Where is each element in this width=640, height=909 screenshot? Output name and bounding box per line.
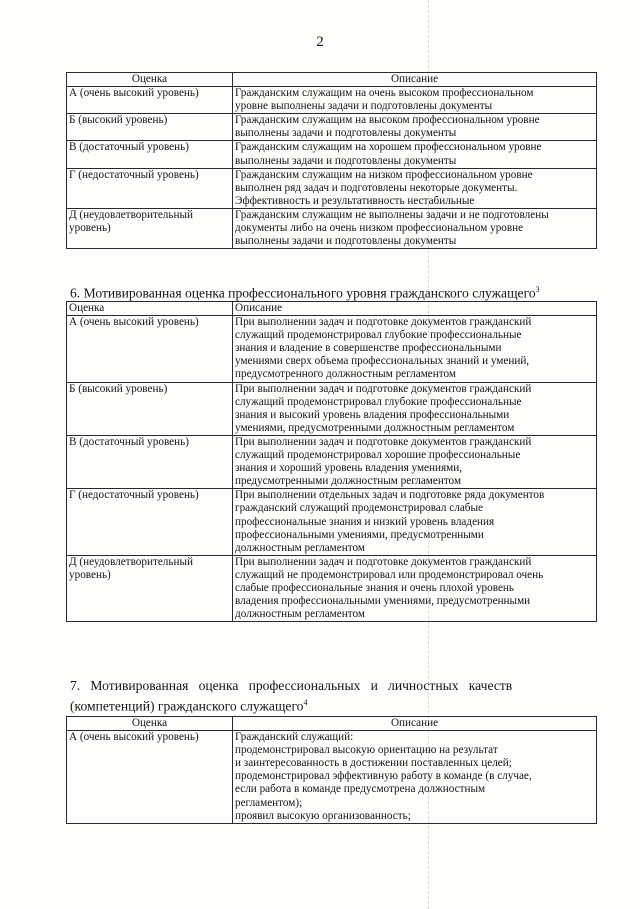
grade-table-competencies [66, 716, 597, 824]
column-header-description: Описание [233, 717, 597, 731]
description-cell: Гражданским служащим на высоком профессиональном уровне выполнены задачи и подготовлены документы [233, 114, 597, 141]
footnote-marker: 3 [535, 285, 540, 294]
table-row [67, 555, 597, 621]
grade-cell: Г (недостаточный уровень) [67, 168, 233, 208]
section-6-text: 6. Мотивированная оценка профессионального уровня гражданского служащего [70, 285, 536, 301]
column-header-grade: Оценка [67, 717, 233, 731]
table-row [67, 435, 597, 488]
description-cell: Гражданским служащим не выполнены задачи и не подготовлены документы либо на очень низком профессиональном уровне выполнены задачи и подготовлены документы [233, 208, 597, 248]
page-number: 2 [316, 34, 324, 50]
description-cell: При выполнении задач и подготовке документов гражданский служащий продемонстрировал глубокие профессиональные знания и высокий уровень владения профессиональными умениями, предусмотренными должностным регламентом [233, 382, 597, 435]
description-cell: При выполнении задач и подготовке документов гражданский служащий продемонстрировал глубокие профессиональные знания и владение в совершенстве профессиональными умениями сверх объема профессиональных знаний и умений, предусмотренного должностным регламентом [233, 316, 597, 382]
description-cell: При выполнении задач и подготовке документов гражданский служащий не продемонстрировал или продемонстрировал очень слабые профессиональные знания и очень плохой уровень владения профессиональными умениями, предусмотренными должностным регламентом [233, 555, 597, 621]
description-cell: Гражданским служащим на хорошем профессиональном уровне выполнены задачи и подготовлены документы [233, 141, 597, 168]
table-header-row [67, 302, 597, 316]
table-row [67, 382, 597, 435]
grade-cell: Д (неудовлетворительный уровень) [67, 208, 233, 248]
section-7-heading [70, 677, 596, 715]
description-cell: При выполнении задач и подготовке документов гражданский служащий продемонстрировал хорошие профессиональные знания и хороший уровень владения умениями, предусмотренными должностным регламентом [233, 435, 597, 488]
description-cell: Гражданский служащий: продемонстрировал высокую ориентацию на результат и заинтересованность в достижении поставленных целей; продемонстрировал эффективную работу в команде (в случае, если работа в команде предусмотрена должностным регламентом); проявил высокую организованность; [233, 731, 597, 824]
column-header-description: Описание [233, 73, 597, 87]
grade-table-professional-level [66, 301, 597, 622]
column-header-description: Описание [233, 302, 597, 316]
table-row [67, 114, 597, 141]
table-row [67, 87, 597, 114]
table-row [67, 731, 597, 824]
table-row [67, 141, 597, 168]
footnote-marker: 4 [303, 698, 308, 707]
description-cell: При выполнении отдельных задач и подготовке ряда документов гражданский служащий продемонстрировал слабые профессиональные знания и низкий уровень владения профессиональными умениями, предусмотренными должностным регламентом [233, 489, 597, 555]
description-cell: Гражданским служащим на низком профессиональном уровне выполнен ряд задач и подготовлены некоторые документы. Эффективность и результативность нестабильные [233, 168, 597, 208]
grade-cell: Г (недостаточный уровень) [67, 489, 233, 555]
description-cell: Гражданским служащим на очень высоком профессиональном уровне выполнены задачи и подготовлены документы [233, 87, 597, 114]
grade-table-tasks [66, 72, 597, 249]
section-7-line-2-text: (компетенций) гражданского служащего [70, 698, 304, 714]
section-7-line-1: 7. Мотивированная оценка профессиональных и личностных качеств [70, 678, 513, 693]
grade-cell: В (достаточный уровень) [67, 435, 233, 488]
section-7-line-2 [70, 694, 596, 715]
grade-cell: А (очень высокий уровень) [67, 731, 233, 824]
table-header-row [67, 73, 597, 87]
grade-cell: А (очень высокий уровень) [67, 87, 233, 114]
grade-cell: Б (высокий уровень) [67, 382, 233, 435]
table-row [67, 208, 597, 248]
column-header-grade: Оценка [67, 302, 233, 316]
table-row [67, 316, 597, 382]
grade-cell: В (достаточный уровень) [67, 141, 233, 168]
grade-cell: Б (высокий уровень) [67, 114, 233, 141]
section-6-heading [70, 281, 596, 302]
grade-cell: А (очень высокий уровень) [67, 316, 233, 382]
table-row [67, 489, 597, 555]
grade-cell: Д (неудовлетворительный уровень) [67, 555, 233, 621]
table-row [67, 168, 597, 208]
column-header-grade: Оценка [67, 73, 233, 87]
table-header-row [67, 717, 597, 731]
